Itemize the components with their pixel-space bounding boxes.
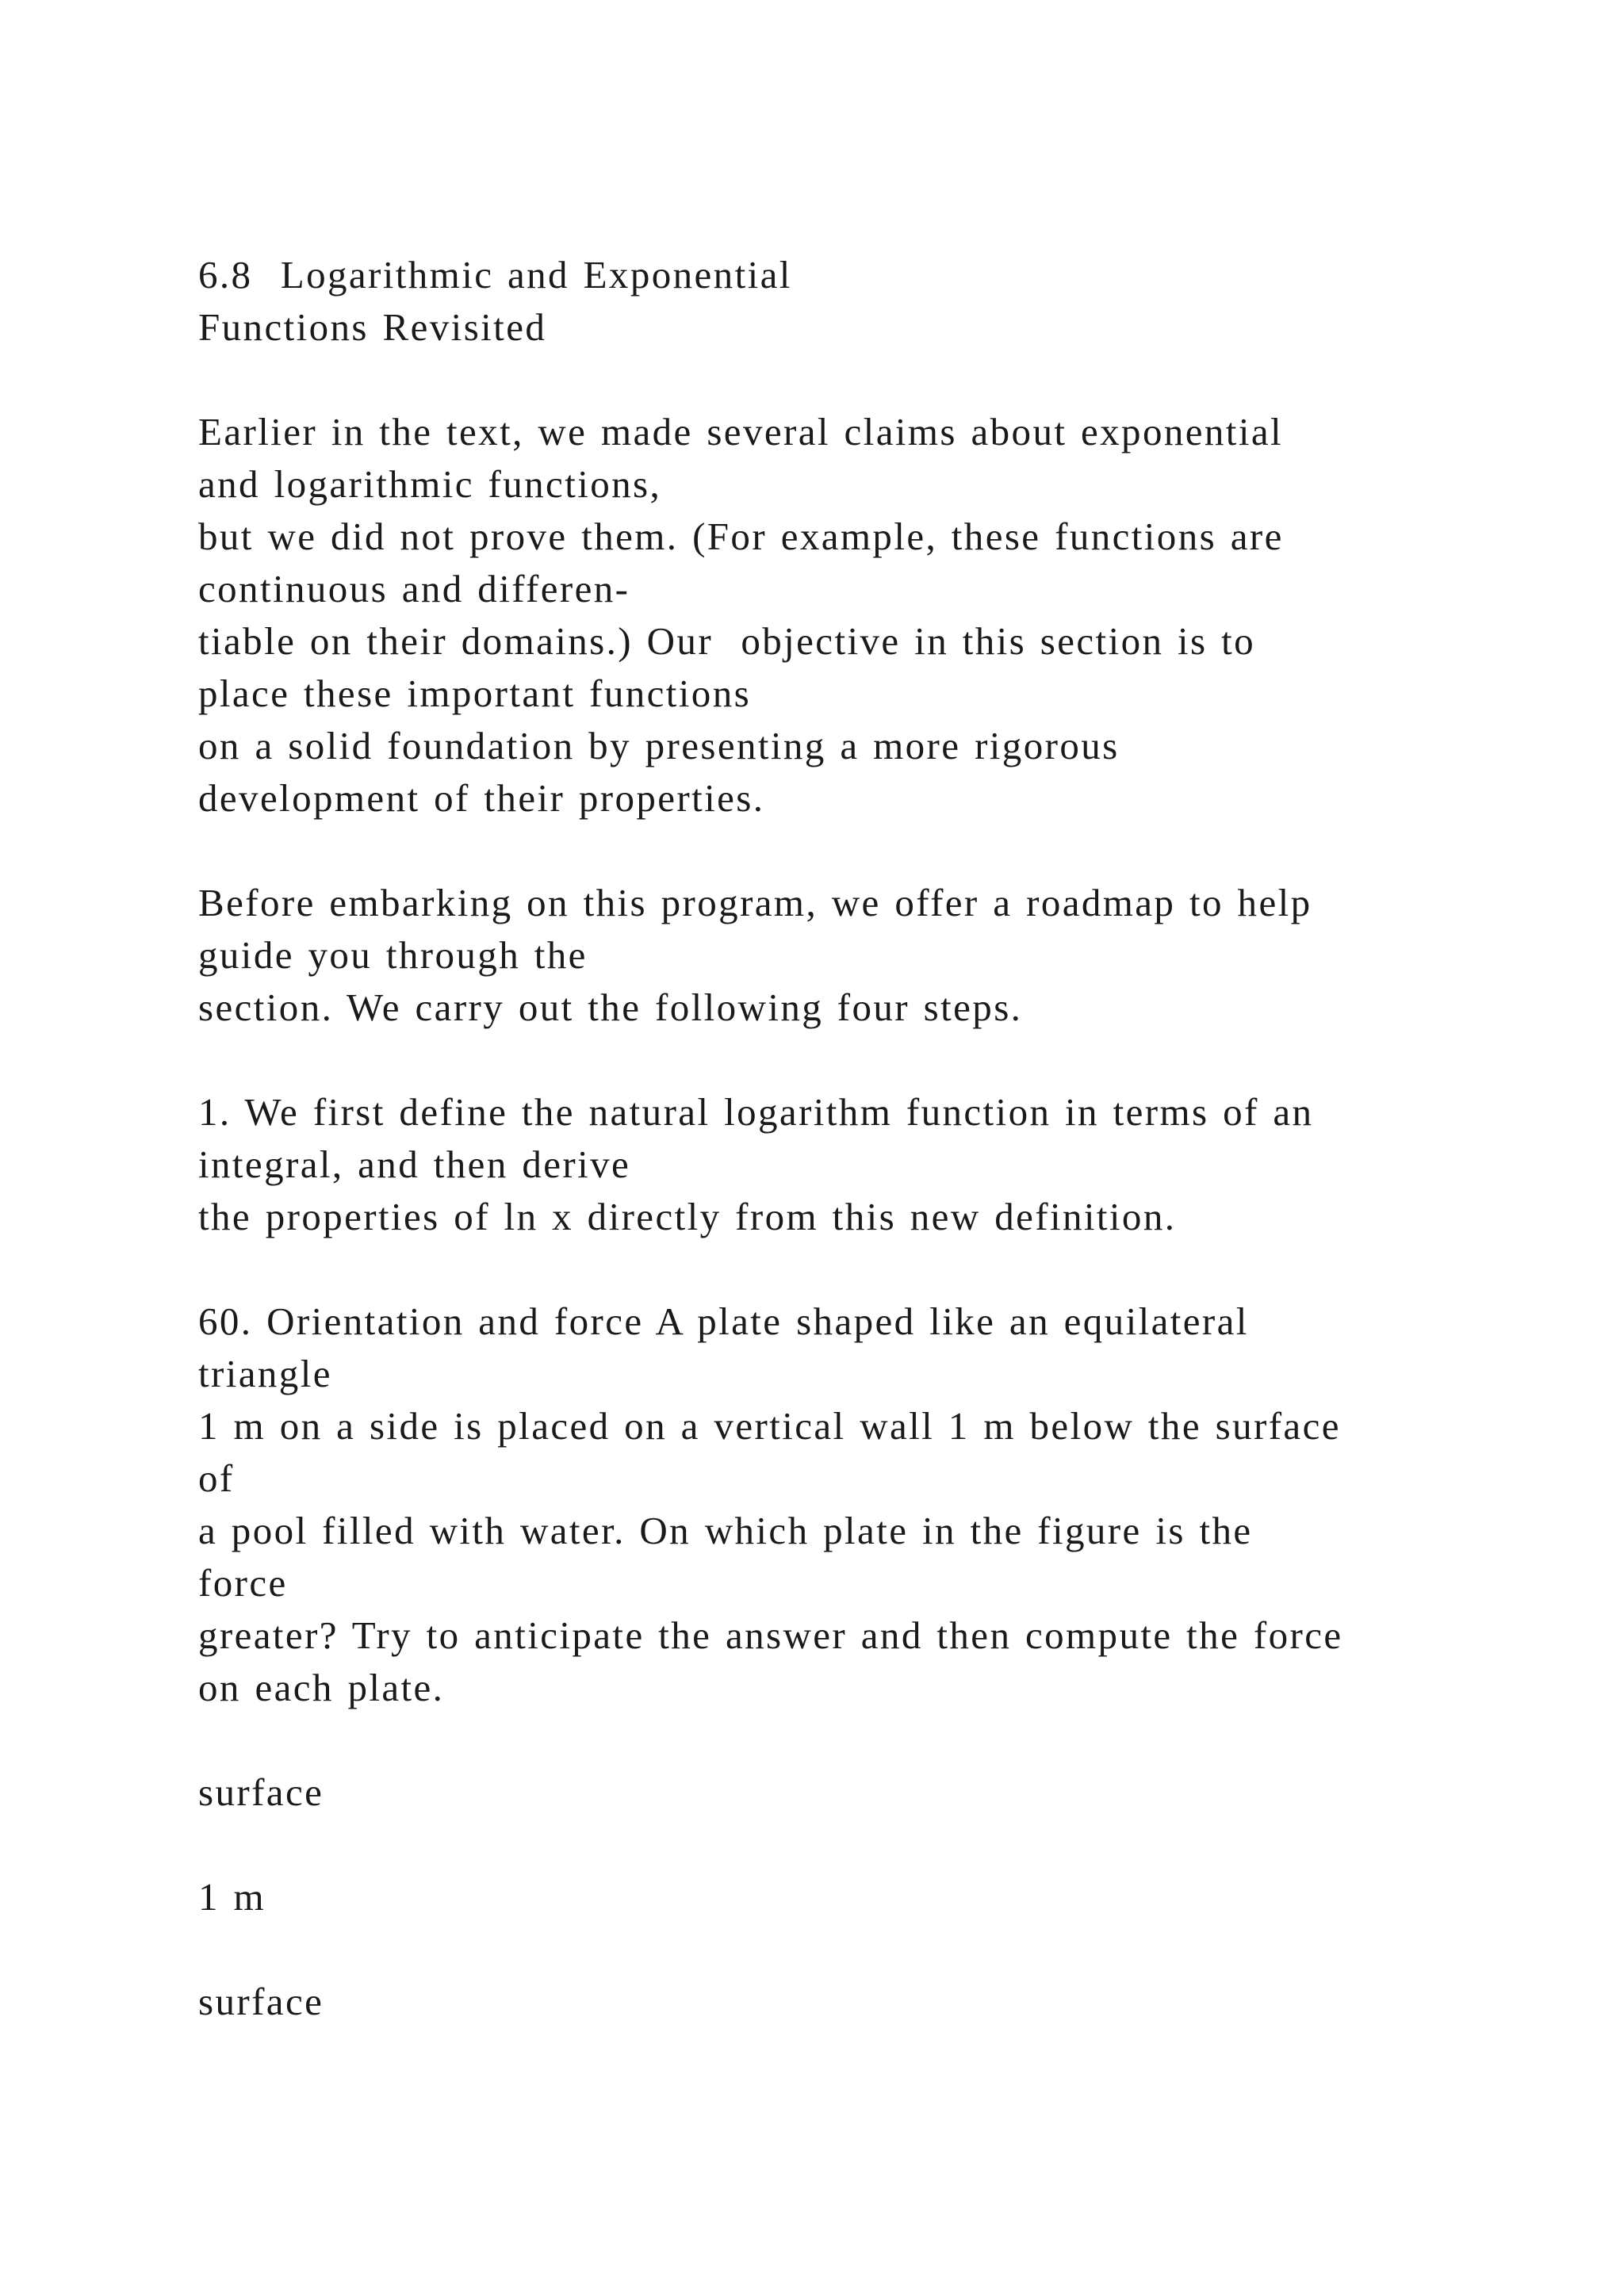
text-line: triangle bbox=[198, 1352, 332, 1395]
text-line: section. We carry out the following four steps. bbox=[198, 985, 1023, 1029]
section-title bbox=[198, 249, 1530, 354]
paragraph-gap bbox=[198, 1243, 1530, 1295]
paragraph-gap bbox=[198, 825, 1530, 877]
title-line: Functions Revisited bbox=[198, 305, 547, 349]
text-line: tiable on their domains.) Our objective in this section is to bbox=[198, 619, 1256, 663]
text-line: 1. We first define the natural logarithm function in terms of an bbox=[198, 1090, 1314, 1134]
exercise-paragraph bbox=[198, 1295, 1530, 1714]
text-line: and logarithmic functions, bbox=[198, 462, 662, 506]
intro-paragraph bbox=[198, 406, 1530, 825]
text-line: continuous and differen- bbox=[198, 567, 630, 610]
text-line: on a solid foundation by presenting a more rigorous bbox=[198, 724, 1120, 767]
roadmap-paragraph bbox=[198, 877, 1530, 1034]
text-line: a pool filled with water. On which plate in the figure is the bbox=[198, 1509, 1253, 1552]
text-line: but we did not prove them. (For example, these functions are bbox=[198, 515, 1284, 558]
paragraph-gap bbox=[198, 354, 1530, 406]
text-line: 1 m on a side is placed on a vertical wall 1 m below the surface bbox=[198, 1404, 1341, 1448]
text-line: the properties of ln x directly from this new definition. bbox=[198, 1195, 1177, 1238]
figure-label-surface: surface bbox=[198, 1770, 324, 1814]
paragraph-gap bbox=[198, 1714, 1530, 1766]
text-line: of bbox=[198, 1456, 235, 1500]
text-line: place these important functions bbox=[198, 672, 752, 715]
figure-label-side-length: 1 m bbox=[198, 1875, 266, 1919]
text-line: 60. Orientation and force A plate shaped like an equilateral bbox=[198, 1299, 1249, 1343]
paragraph-gap bbox=[198, 1923, 1530, 1976]
text-line: Before embarking on this program, we offer a roadmap to help bbox=[198, 881, 1312, 924]
text-line: greater? Try to anticipate the answer and then compute the force bbox=[198, 1613, 1343, 1657]
figure-label-surface: surface bbox=[198, 1980, 324, 2023]
step-one-paragraph bbox=[198, 1086, 1530, 1243]
paragraph-gap bbox=[198, 1034, 1530, 1086]
text-line: development of their properties. bbox=[198, 776, 765, 820]
document-body bbox=[198, 249, 1530, 2028]
text-line: force bbox=[198, 1561, 288, 1605]
paragraph-gap bbox=[198, 1819, 1530, 1871]
text-line: guide you through the bbox=[198, 933, 588, 977]
text-line: on each plate. bbox=[198, 1666, 445, 1709]
title-line: 6.8 Logarithmic and Exponential bbox=[198, 253, 792, 297]
text-line: Earlier in the text, we made several claims about exponential bbox=[198, 410, 1283, 453]
text-line: integral, and then derive bbox=[198, 1142, 631, 1186]
